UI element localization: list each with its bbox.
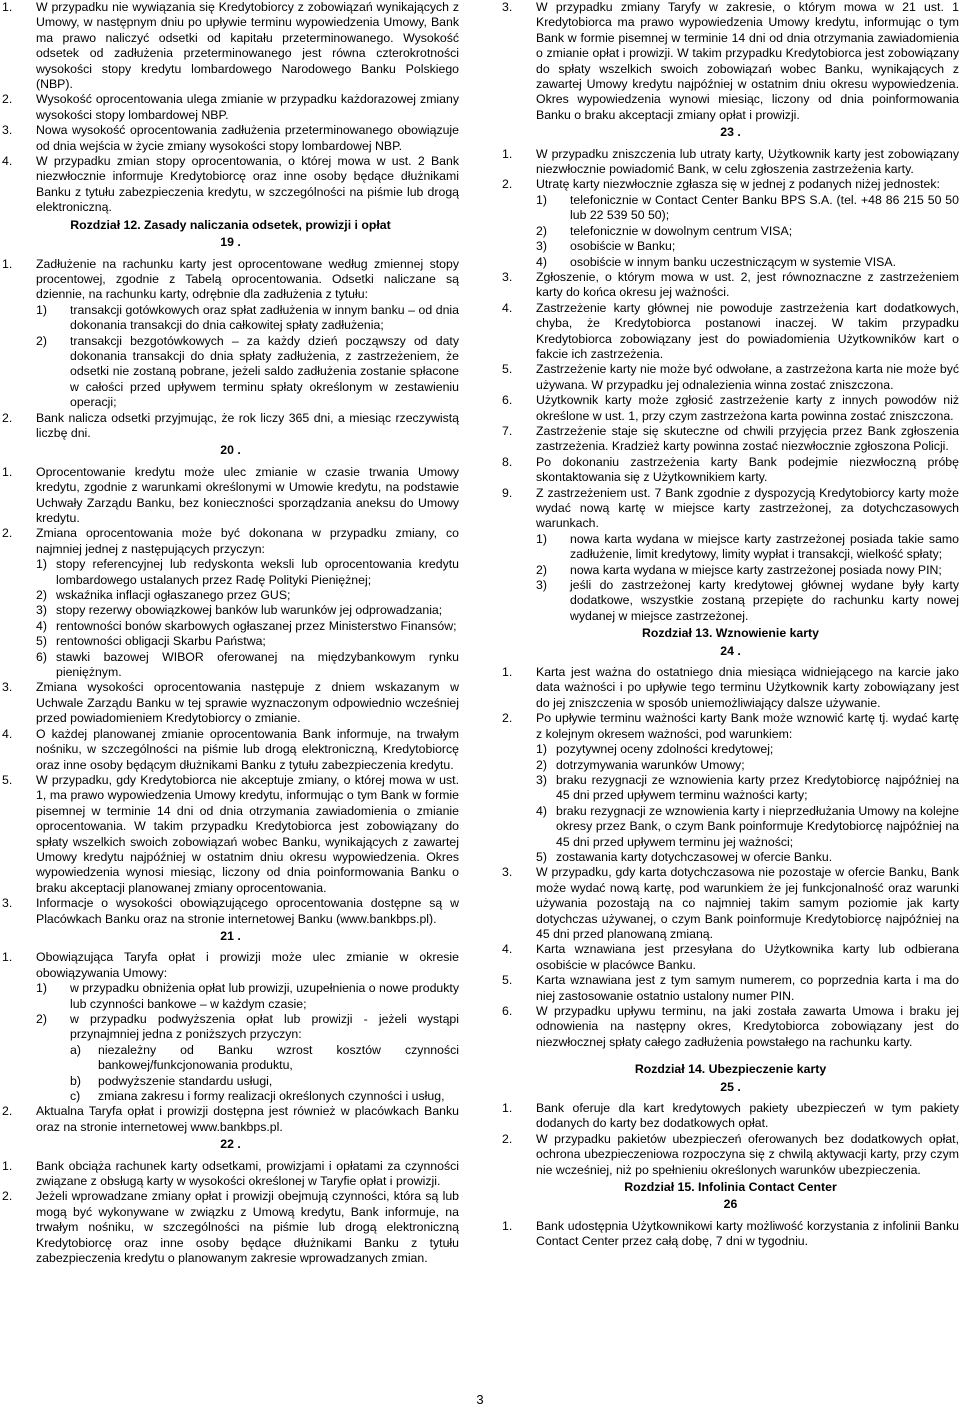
item-text: braku rezygnacji ze wznowienia karty przez Kredytobiorcę najpóźniej na 45 dni przed upływem terminu ważności karty; — [556, 772, 959, 803]
item-text: Aktualna Taryfa opłat i prowizji dostępna jest również w placówkach Banku oraz na stronie internetowej www.bankbps.pl. — [36, 1104, 459, 1134]
item-number: 2. — [502, 711, 513, 726]
item-text: zmiana zakresu i formy realizacji określonych czynności i usług, — [98, 1089, 445, 1104]
item-number: 2. — [2, 526, 13, 541]
list-item — [36, 334, 459, 411]
item-number: 3) — [36, 603, 47, 618]
item-text: nowa karta wydana w miejsce karty zastrzeżonej posiada nowy PIN; — [570, 562, 942, 577]
item-text: transakcji bezgotówkowych – za każdy dzień począwszy od daty dokonania transakcji do dnia spłaty zadłużenia, z zastrzeżeniem, że odsetki nie zostaną pobrane, jeżeli saldo zadłużenia zostanie spłacone w całości przed upływem terminu spłaty określonym w zestawieniu operacji; — [70, 333, 459, 410]
item-text: Z zastrzeżeniem ust. 7 Bank zgodnie z dyspozycją Kredytobiorcy karty może wydać nową kartę w miejsce karty zastrzeżonej, za dotychczasowych warunkach. — [536, 485, 959, 531]
item-number: 1) — [36, 981, 47, 996]
item-number: 3. — [2, 896, 13, 911]
list-item — [70, 1089, 459, 1104]
section-heading: 26 — [723, 1197, 738, 1212]
item-number: 4) — [536, 254, 547, 269]
item-number: 1. — [2, 256, 13, 271]
item-text: wskaźnika inflacji ogłaszanego przez GUS; — [56, 588, 291, 603]
item-number: 1. — [502, 146, 513, 161]
section-heading: 22 . — [220, 1137, 241, 1152]
item-number: 2) — [536, 223, 547, 238]
item-number: 5. — [502, 362, 513, 377]
list-item — [536, 532, 959, 563]
list-item — [36, 634, 459, 649]
list-item — [36, 603, 459, 618]
item-text: W przypadku zmian stopy oprocentowania, o której mowa w ust. 2 Bank niezwłocznie informuje Kredytobiorcę oraz inne osoby będące dłużnikami Banku z tytułu zabezpieczenia kredytu, w szczególności na piśmie lub drogą elektroniczną. — [36, 154, 459, 215]
paragraph-item — [502, 301, 959, 363]
item-text: Po upływie terminu ważności karty Bank może wznowić kartę tj. wydać kartę z kolejnym okresem ważności, pod warunkiem: — [536, 711, 959, 741]
item-text: stopy rezerwy obowiązkowej banków lub warunków jej odprowadzania; — [56, 603, 443, 618]
item-text: Karta wznawiana jest z tym samym numerem, co poprzednia karta i ma do niej zastosowanie ostatnio ustalony numer PIN. — [536, 973, 959, 1003]
list-item — [536, 224, 959, 239]
item-text: stawki bazowej WIBOR oferowanej na międzybankowym rynku pieniężnym. — [56, 649, 459, 680]
item-text: zostawania karty dotychczasowej w ofercie Banku. — [556, 849, 833, 864]
list-item — [36, 619, 459, 634]
paragraph-item — [502, 1219, 959, 1250]
item-text: dotrzymywania warunków Umowy; — [556, 757, 745, 772]
item-text: braku rezygnacji ze wznowienia karty i nieprzedłużania Umowy na kolejne okresy przez Bank, o czym Bank poinformuje Kredytobiorcę najpóźniej na 45 dni przed upływem terminu jej ważności; — [556, 803, 959, 849]
item-number: 4. — [2, 154, 13, 169]
paragraph-item — [2, 727, 459, 773]
item-text: Zmiana oprocentowania może być dokonana w przypadku zmiany, co najmniej jednej z następujących przyczyn: — [36, 526, 459, 556]
paragraph-item — [502, 665, 959, 711]
paragraph-item — [2, 154, 459, 216]
paragraph-item — [2, 123, 459, 154]
item-text: pozytywnej oceny zdolności kredytowej; — [556, 742, 774, 757]
item-text: transakcji gotówkowych oraz spłat zadłużenia w innym banku – od dnia dokonania transakcji do dnia całkowitej spłaty zadłużenia; — [70, 302, 459, 333]
list-item — [536, 850, 959, 865]
item-number: 3) — [536, 239, 547, 254]
item-number: 9. — [502, 485, 513, 500]
item-text: Bank obciąża rachunek karty odsetkami, prowizjami i opłatami za czynności związane z obsługą karty w wysokości określonej w Taryfie opłat i prowizji. — [36, 1158, 459, 1189]
item-text: Jeżeli wprowadzane zmiany opłat i prowizji obejmują czynności, która są lub mogą być wykonywane w związku z Umową kredytu, Bank informuje, na trwałym nośniku, w szczególności na piśmie lub drogą elektroniczną Kredytobiorcę oraz inne osoby będące dłużnikami Banku z tytułu zabezpieczenia kredytu o planowanym zakresie wprowadzanych zmian. — [36, 1189, 459, 1266]
item-number: 2) — [36, 588, 47, 603]
item-text: Karta wznawiana jest przesyłana do Użytkownika karty lub odbierana osobiście w placówce Banku. — [536, 942, 959, 972]
item-number: 2. — [2, 1189, 13, 1204]
item-text: w przypadku podwyższenia opłat lub prowizji - jeżeli wystąpi przynajmniej jedna z poniższych przyczyn: — [70, 1012, 459, 1042]
paragraph-item — [2, 0, 459, 92]
section-heading: 21 . — [220, 928, 241, 943]
item-text: Informacje o wysokości obowiązującego oprocentowania dostępne są w Placówkach Banku oraz na stronie internetowej Banku (www.bankbps.pl). — [36, 896, 459, 926]
paragraph-item — [2, 526, 459, 557]
item-number: 4) — [536, 803, 547, 818]
item-text: jeśli do zastrzeżonej karty kredytowej głównej wydane były karty dodatkowe, wszystkie zostaną przepięte do rachunku karty nowej wydanej w miejsce zastrzeżonej. — [570, 578, 959, 623]
item-number: 4) — [36, 618, 47, 633]
item-text: rentowności bonów skarbowych ogłaszanej przez Ministerstwo Finansów; — [56, 618, 457, 633]
item-number: 8. — [502, 454, 513, 469]
chapter-heading: Rozdział 12. Zasady naliczania odsetek, prowizji i opłat — [70, 217, 391, 232]
item-number: 2. — [2, 92, 13, 107]
item-text: Zastrzeżenie karty głównej nie powoduje zastrzeżenia kart dodatkowych, chyba, że Kredytobiorca postanowi inaczej. W takim przypadku Kredytobiorca zobowiązany jest do powiadomienia Użytkowników kart o fakcie ich zastrzeżenia. — [536, 300, 959, 361]
paragraph-item — [2, 411, 459, 442]
item-number: 6. — [502, 1004, 513, 1018]
paragraph-item — [2, 1159, 459, 1190]
item-number: 3. — [502, 269, 513, 284]
item-text: osobiście w innym banku uczestniczącym w systemie VISA. — [570, 254, 896, 269]
page-number: 3 — [476, 1392, 484, 1407]
item-text: Wysokość oprocentowania ulega zmianie w przypadku każdorazowej zmiany wysokości stopy lombardowej NBP. — [36, 92, 459, 122]
item-number: 7. — [502, 423, 513, 438]
left-column — [2, 0, 459, 1267]
paragraph-item — [502, 865, 959, 942]
list-item — [70, 1074, 459, 1089]
item-text: W przypadku zmiany Taryfy w zakresie, o którym mowa w 21 ust. 1 Kredytobiorca ma prawo wypowiedzenia Umowy kredytu, informując o tym Bank w formie pisemnej w terminie 14 dni od dnia otrzymania zawiadomienia o zmianie opłat i prowizji. W takim przypadku Kredytobiorca jest zobowiązany do spłaty wszelkich swoich zobowiązań wobec Banku, wynikających z zawartej Umowy kredytu najpóźniej w ostatnim dniu okresu wypowiedzenia. Okres wypowiedzenia wynowi miesiąc, liczony od dnia poinformowania Banku o braku akceptacji zmiany opłat i prowizji. — [536, 0, 959, 122]
paragraph-item — [502, 942, 959, 973]
paragraph-item — [502, 711, 959, 742]
item-number: b) — [70, 1073, 81, 1088]
list-item — [36, 303, 459, 334]
item-text: podwyższenie standardu usługi, — [98, 1073, 273, 1088]
paragraph-item — [502, 973, 959, 1004]
paragraph-item — [502, 486, 959, 532]
item-number: 3) — [536, 772, 547, 787]
item-number: 2) — [536, 562, 547, 577]
paragraph-item — [2, 1189, 459, 1266]
item-text: nowa karta wydana w miejsce karty zastrzeżonej posiada takie samo zadłużenie, limit kredytowy, limity wypłat i transakcji, wielkość spłaty; — [570, 531, 959, 562]
section-heading: 25 . — [720, 1079, 741, 1094]
list-item — [536, 578, 959, 624]
paragraph-item — [2, 680, 459, 726]
item-text: W przypadku pakietów ubezpieczeń oferowanych bez dodatkowych opłat, ochrona ubezpieczeniowa rozpoczyna się z chwilą aktywacji karty, przy czym nie wcześniej, niż po spełnieniu określonych warunków ubezpieczenia. — [536, 1131, 959, 1177]
list-item — [536, 804, 959, 850]
item-text: w przypadku obniżenia opłat lub prowizji, uzupełnienia o nowe produkty lub czynności bankowe – w każdym czasie; — [70, 981, 459, 1011]
paragraph-item — [2, 92, 459, 123]
item-number: 2. — [502, 1131, 513, 1146]
item-number: 1. — [502, 1101, 513, 1116]
paragraph-item — [502, 270, 959, 301]
paragraph-item — [2, 257, 459, 303]
item-text: Zastrzeżenie staje się skuteczne od chwili przyjęcia przez Bank zgłoszenia zastrzeżenia. Kradzież karty powinna zostać niezwłocznie zgłoszona Policji. — [536, 423, 959, 454]
paragraph-item — [2, 950, 459, 981]
item-text: Zgłoszenie, o którym mowa w ust. 2, jest równoznaczne z zastrzeżeniem karty do końca okresu jej ważności. — [536, 269, 959, 300]
chapter-heading: Rozdział 15. Infolinia Contact Center — [624, 1180, 837, 1195]
item-text: W przypadku, gdy karta dotychczasowa nie pozostaje w ofercie Banku, Bank może wydać nową kartę, pod warunkiem że jej funkcjonalność oraz warunki używania pozostają na co najmniej takim samym poziomie jak karty dotychczas używanej, o czym Bank poinformuje Kredytobiorcę najpóźniej na 45 dni przed planowaną zmianą. — [536, 865, 959, 941]
item-number: 3) — [536, 578, 547, 593]
chapter-heading: Rozdział 14. Ubezpieczenie karty — [634, 1062, 827, 1077]
list-item — [536, 742, 959, 757]
paragraph-item — [2, 465, 459, 527]
list-item — [536, 758, 959, 773]
item-text: W przypadku upływu terminu, na jaki została zawarta Umowa i braku jej odnowienia na następny okres, Kredytobiorca zobowiązany jest do niezwłocznej spłaty całego zadłużenia powstałego na rachunku karty. — [536, 1004, 959, 1049]
item-number: 2) — [36, 1012, 47, 1026]
paragraph-item — [502, 1101, 959, 1132]
item-text: Bank oferuje dla kart kredytowych pakiety ubezpieczeń w tym pakiety dodanych do karty bez dodatkowych opłat. — [536, 1101, 959, 1131]
paragraph-item — [2, 1104, 459, 1135]
paragraph-item — [502, 0, 959, 123]
item-text: telefonicznie w dowolnym centrum VISA; — [570, 223, 793, 238]
paragraph-item — [502, 1132, 959, 1178]
item-text: Użytkownik karty może zgłosić zastrzeżenie karty z innych powodów niż określone w ust. 1, przy czym zastrzeżona karta powinna zostać zniszczona. — [536, 393, 959, 423]
list-item — [536, 563, 959, 578]
item-number: 1) — [536, 531, 547, 546]
item-text: telefonicznie w Contact Center Banku BPS S.A. (tel. +48 86 215 50 50 lub 22 539 50 50); — [570, 192, 959, 223]
item-text: Obowiązująca Taryfa opłat i prowizji może ulec zmianie w okresie obowiązywania Umowy: — [36, 950, 459, 980]
item-number: 1) — [36, 302, 47, 317]
section-heading: 23 . — [720, 125, 741, 140]
item-number: 3. — [502, 865, 513, 880]
item-number: 5. — [2, 772, 13, 787]
list-item — [36, 557, 459, 588]
paragraph-item — [502, 455, 959, 486]
item-number: c) — [70, 1089, 81, 1104]
item-number: 1. — [502, 1218, 513, 1233]
item-number: 3. — [502, 0, 513, 14]
list-item — [536, 255, 959, 270]
paragraph-item — [2, 773, 459, 896]
item-text: W przypadku nie wywiązania się Kredytobiorcy z zobowiązań wynikających z Umowy, w następnym dniu po upływie terminu wypowiedzenia Umowy, Bank ma prawo naliczyć odsetki od kapitału przeterminowanego. Wysokość odsetek od zadłużenia przeterminowanego jest równa czterokrotności wysokości stopy kredytu lombardowego Narodowego Banku Polskiego (NBP). — [36, 0, 459, 92]
item-text: Bank udostępnia Użytkownikowi karty możliwość korzystania z infolinii Banku Contact Center przez całą dobę, 7 dni w tygodniu. — [536, 1218, 959, 1249]
item-text: Utratę karty niezwłocznie zgłasza się w jednej z podanych niżej jednostek: — [536, 177, 940, 192]
item-text: O każdej planowanej zmianie oprocentowania Bank informuje, na trwałym nośniku, w szczególności na piśmie lub drogą elektroniczną, Kredytobiorcę oraz inne osoby będącym dłużnikami Banku z tytułu zabezpieczenia kredytu. — [36, 726, 459, 772]
paragraph-item — [502, 362, 959, 393]
item-number: 1) — [536, 192, 547, 207]
list-item — [536, 239, 959, 254]
list-item — [36, 588, 459, 603]
item-number: 3. — [2, 123, 13, 138]
item-number: 2. — [502, 177, 513, 192]
item-number: 1. — [2, 1158, 13, 1173]
right-column — [502, 0, 959, 1250]
paragraph-item — [502, 424, 959, 455]
item-text: Karta jest ważna do ostatniego dnia miesiąca widniejącego na karcie jako data ważności i po upływie tego terminu Użytkownik karty zobowiązany jest do jej zniszczenia w sposób uniemożliwiający dalsze używanie. — [536, 665, 959, 710]
item-number: 1) — [36, 557, 47, 572]
item-text: stopy referencyjnej lub redyskonta weksli lub oprocentowania kredytu lombardowego ustalanych przez Radę Polityki Pieniężnej; — [56, 557, 459, 587]
list-item — [536, 773, 959, 804]
item-number: 1. — [2, 950, 13, 965]
item-number: 6. — [502, 393, 513, 408]
item-text: Nowa wysokość oprocentowania zadłużenia przeterminowanego obowiązuje od dnia wejścia w życie zmiany wysokości stopy lombardowej NBP. — [36, 123, 459, 153]
item-number: 4. — [2, 726, 13, 741]
section-heading: 20 . — [220, 443, 241, 458]
paragraph-item — [2, 896, 459, 927]
item-number: 4. — [502, 942, 513, 957]
item-text: osobiście w Banku; — [570, 239, 676, 254]
item-text: Zastrzeżenie karty nie może być odwołane, a zastrzeżona karta nie może być używana. W przypadku jej odnalezienia winna zostać zniszczona. — [536, 362, 959, 392]
item-text: niezależny od Banku wzrost kosztów czynności bankowej/funkcjonowania produktu, — [98, 1042, 459, 1073]
item-text: W przypadku zniszczenia lub utraty karty, Użytkownik karty jest zobowiązany niezwłocznie powiadomić Bank, w celu zgłoszenia zastrzeżenia karty. — [536, 146, 959, 177]
item-number: 2) — [36, 333, 47, 348]
item-number: 1. — [2, 0, 13, 14]
item-text: Oprocentowanie kredytu może ulec zmianie w czasie trwania Umowy kredytu, zgodnie z warunkami określonymi w Umowie kredytu, na podstawie Uchwały Zarządu Banku, bez konieczności sporządzania aneksu do Umowy kredytu. — [36, 464, 459, 525]
item-number: 3. — [2, 680, 13, 695]
list-item — [536, 193, 959, 224]
item-number: a) — [70, 1042, 81, 1057]
item-number: 5. — [502, 973, 513, 988]
section-heading: 19 . — [220, 235, 241, 250]
spacer — [502, 1050, 959, 1060]
item-number: 5) — [36, 634, 47, 649]
item-number: 2) — [536, 757, 547, 772]
item-text: W przypadku, gdy Kredytobiorca nie akceptuje zmiany, o której mowa w ust. 1, ma prawo wypowiedzenia Umowy kredytu, informując o tym Bank w formie pisemnej w terminie 14 dni od dnia otrzymania zawiadomienia o zmianie oprocentowania. W takim przypadku Kredytobiorca jest zobowiązany do spłaty wszelkich swoich zobowiązań wobec Banku, wynikających z zawartej Umowy kredytu najpóźniej w ostatnim dniu okresu wypowiedzenia. Okres wypowiedzenia wynosi miesiąc, liczony od dnia poinformowania Banku o braku akceptacji planowanej zmiany oprocentowania. — [36, 772, 459, 895]
item-number: 1. — [2, 464, 13, 479]
item-number: 4. — [502, 300, 513, 315]
list-item — [36, 981, 459, 1012]
item-number: 1. — [502, 665, 513, 680]
item-text: Po dokonaniu zastrzeżenia karty Bank podejmie niezwłoczną próbę skontaktowania się z Użytkownikiem karty. — [536, 454, 959, 485]
paragraph-item — [502, 147, 959, 178]
item-number: 2. — [2, 410, 13, 425]
paragraph-item — [502, 177, 959, 192]
list-item — [70, 1043, 459, 1074]
list-item — [36, 1012, 459, 1043]
item-number: 5) — [536, 849, 547, 864]
item-text: rentowności obligacji Skarbu Państwa; — [56, 634, 266, 649]
item-text: Zmiana wysokości oprocentowania następuje z dniem wskazanym w Uchwale Zarządu Banku w tej sprawie wyznaczonym odpowiednio wcześniej przed powiadomieniem Kredytobiorcy o zmianie. — [36, 680, 459, 726]
item-text: Bank nalicza odsetki przyjmując, że rok liczy 365 dni, a miesiąc rzeczywistą liczbę dni. — [36, 410, 459, 440]
item-number: 1) — [536, 742, 547, 757]
item-number: 2. — [2, 1104, 13, 1119]
paragraph-item — [502, 1004, 959, 1050]
paragraph-item — [502, 393, 959, 424]
chapter-heading: Rozdział 13. Wznowienie karty — [642, 626, 819, 641]
item-number: 6) — [36, 649, 47, 664]
list-item — [36, 650, 459, 681]
section-heading: 24 . — [720, 643, 741, 658]
item-text: Zadłużenie na rachunku karty jest oprocentowane według zmiennej stopy procentowej, zgodnie z Tabelą oprocentowania. Odsetki naliczane są dziennie, na rachunku karty, odrębnie dla zadłużenia z tytułu: — [36, 256, 459, 302]
